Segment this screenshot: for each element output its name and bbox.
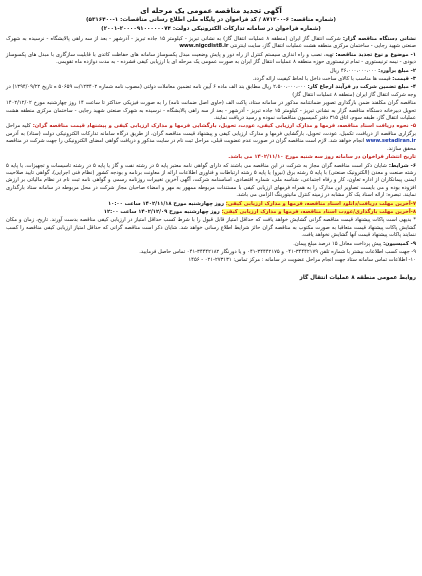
paragraph-guarantee-delivery: مناقصه گران مکلفند ضمن بارگذاری تصویر ضمانتنامه مذکور در سامانه ستاد، پاکت الف (حاوی اصل ضمانت نامه) را به صورت فیزیکی حداکثر تا ساعت ۱۴ روز چهارشنبه مورخ ۱۴۰۲/۱۲/۰۲ تحویل دبیرخانه دستگاه مناقصه گزار به نشانی تبریز - کیلومتر ۱۵ جاده تبریز - آذرشهر - بعد از سه راهی پالایشگاه - نرسیده به شهرک صنعتی شهید رجایی - ساختمان مرکزی منطقه هشت عملیات انتقال گاز، طبقه سوم، اتاق ۳۱۵ دفتر کمیسیون مناقصات نموده و رسید دریافت نمایند. — [6, 100, 416, 122]
paragraph-estimate: ۲- مبلغ برآورد: ۴۶،۰۰۰،۰۰۰،۰۰۰ ریال — [329, 67, 416, 74]
setad-link[interactable]: www.setadiran.ir — [365, 138, 416, 145]
website-link[interactable]: www.nigcdist8.ir — [179, 43, 229, 50]
paragraph-subject: ۱- موضوع و نوع تجدید مناقصه: تهیه، نصب و راه اندازی سیستم کنترل از راه دور و پایش وضعیت مبدل پکسوساز سامانه های حفاظت کاتدی با قابلیت سازگاری با مبدل های پکسوساز دیودی - نیمه ترنیستوری - تمام ترنیستوری حوزه منطقه ۸ عملیات انتقال گاز ایران به صورت عمومی یک مرحله ای با ارزیابی کیفی فشرده - به مدت دوازده ماه تقویمی. — [6, 51, 416, 66]
paragraph-conditions: ۶- شرایط: شایان ذکر است مناقصه گران مجاز به شرکت در این مناقصه می باشند که دارای گواهی نامه معتبر پایه ۵ در رشته نفت و گاز یا پایه ۵ در رشته تاسیسات و تجهیزات، یا پایه ۵ رشته صنعت و معدن (الکترونیک صنعتی) با پایه ۵ رشته برق (نیرو) یا پایه ۵ رشته ارتباطات و فناوری اطلاعات ارائه از معاونت برنامه و بودجه کشور (نظام فنی اجرایی)، گواهی تایید صلاحیت ایمنی پیمانکاران از اداره تعاون، کار و رفاه اجتماعی، شناسه ملی، شماره اقتصادی، اساسنامه شرکت، آگهی آخرین تغییرات روزنامه رسمی و گواهی نامه ثبت نام در نظام مالیاتی بر ارزش افزوده بوده و می بایست تصاویر این مدارک را به همراه فرمهای ارزیابی کیفی با مستندات مربوطه ممهور به مهر و امضاء صاحبان مجاز شرکت در محل مربوطه در سامانه ستاد بارگذاری نمایند. تبصره: ارائه اسناد یک کار مشابه در زمینه کنترل مانیتورینگ الزامی می باشد. — [6, 162, 416, 199]
paragraph-procedure: ۵- نحوه دریافت اسناد مناقصه، فرمها و مدارک ارزیابی کیفی، عودت، تحویل، بارگشایی فرمها و مدارک ارزیابی کیفی و پیشنهاد قیمت مناقصه گران: کلیه مراحل برگزاری مناقصه از دریافت، تکمیل، عودت، تحویل، بارگشایی فرمها و مدارک ارزیابی کیفی و پیشنهاد قیمت مناقصه گران، از طریق درگاه سامانه تدارکات الکترونیکی دولت (ستاد) به آدرس www.setadiran.ir انجام خواهد شد. لازم است مناقصه گران در صورت عدم عضویت قبلی، مراحل ثبت نام در سایت مذکور و دریافت گواهی امضای الکترونیکی را جهت شرکت در مناقصه محقق سازند. — [6, 123, 416, 152]
paragraph-setad-contact: ۱۰- اطلاعات تماس سامانه ستاد جهت انجام مراحل عضویت در سامانه : مرکز تماس: ۲۷۳۱۳۱-۰۲۱ - ۱۴۵۶ — [188, 257, 416, 264]
paragraph-download-deadline: ۷-آخرین مهلت دریافت/دانلود اسناد مناقصه، فرمها و مدارک ارزیابی کیفی: روز چهارشنبه مورخ ۱۴۰۲/۱۱/۱۸ ساعت ۱۰:۰۰ — [108, 200, 416, 207]
paragraph-prepayment: ۹- کمیسیون: پیش پرداخت معادل ۱۵ درصد مبلغ پیمان. — [293, 240, 416, 247]
paragraph-contact: ۹- جهت کسب اطلاعات بیشتر با شماره تلفن ۳۴۴۴۲۱۷۹-۰۴۱ و ۳۴۴۴۲۱۷۵-۰۴۱ و یا دورنگار ۳۴۴۴۲۱۸۲-۰۴۱ تماس حاصل فرمایید. — [139, 248, 416, 255]
setad-number: (شماره فراخوان در سامانه تدارکات الکترونیکی دولت: ۲۰۰۰۰۹۱۰۰۰۰۰۰۷۴-۲۰۰۱) — [101, 26, 321, 32]
paragraph-price: ۳- قیمت: قیمت ها مناسب با کالای ساخت داخل با لحاظ کیفیت ارائه گردد. — [252, 76, 416, 83]
notice-header — [6, 6, 416, 34]
paragraph-address: نشانی دستگاه مناقصه گزار: شرکت انتقال گاز ایران (منطقه ۸ عملیات انتقال گاز) به نشانی تبریز - کیلومتر ۱۵ جاده تبریز - آذرشهر - بعد از سه راهی پالایشگاه - نرسیده به شهرک صنعتی شهید رجایی - ساختمان مرکزی منطقه هشت عملیات انتقال گاز، سایت اینترنتی www.nigcdist8.ir — [6, 36, 416, 50]
notice-title: آگهی تجدید مناقصه عمومی یک مرحله ای — [140, 7, 282, 15]
paragraph-opening-note: * بدیهی است پاکات پیشنهاد قیمت مناقصه گرانی گشایش خواهد یافت که حداقل امتیاز قابل قبول را با شرط کسب حداقل امتیاز در ارزیابی کیفی مناقصه بدست آورند. تاریخ، زمان و مکان گشایش پاکات پیشنهاد قیمت متعاقبا به صورت مکتوب به مناقصه گران حائز شرایط اطلاع رسانی خواهد شد. شایان ذکر است مناقصه گرانی که حداقل امتیاز ارزیابی کیفی مناقصه را کسب ننمایند پاکات پیشنهاد قیمت آنها گشایش نخواهد یافت. — [6, 217, 416, 239]
paragraph-upload-deadline: ۸-آخرین مهلت بارگذاری/عودت اسناد مناقصه، فرمها و مدارک ارزیابی کیفی: روز چهارشنبه مورخ ۱۴۰۲/۱۲/۰۹ ساعت ۱۲:۰۰ — [103, 208, 416, 215]
notice-body — [6, 36, 416, 265]
paragraph-publish-date: تاریخ انتشار فراخوان در سامانه روز سه شنبه مورخ ۱۴۰۲/۱۱/۱۰ می باشد. — [228, 154, 416, 161]
tender-ids: (شماره مناقصه: ۶-۸۷۱۲۰۰ / کد فراخوان در پایگاه ملی اطلاع رسانی مناقصات: ۱-۵۳۱۶۴۰۰) — [85, 17, 336, 23]
public-relations-signature: روابط عمومی منطقه ۸ عملیات انتقال گاز — [299, 274, 416, 281]
paragraph-guarantee: ۴- مبلغ تضمین شرکت در فرآیند ارجاع کار: ۲،۵۰۰،۰۰۰،۰۰۰ ریال مطابق بند الف ماده ۶ آیین نامه تضمین معاملات دولتی (مصوب نامه شماره ۱۲۳۴۰۲/ت ۵۰۶۵۹ ه تاریخ ۱۳۹۴/۰۹/۲۲) در وجه شرکت انتقال گاز ایران (منطقه ۸ عملیات انتقال گاز) — [6, 84, 416, 98]
